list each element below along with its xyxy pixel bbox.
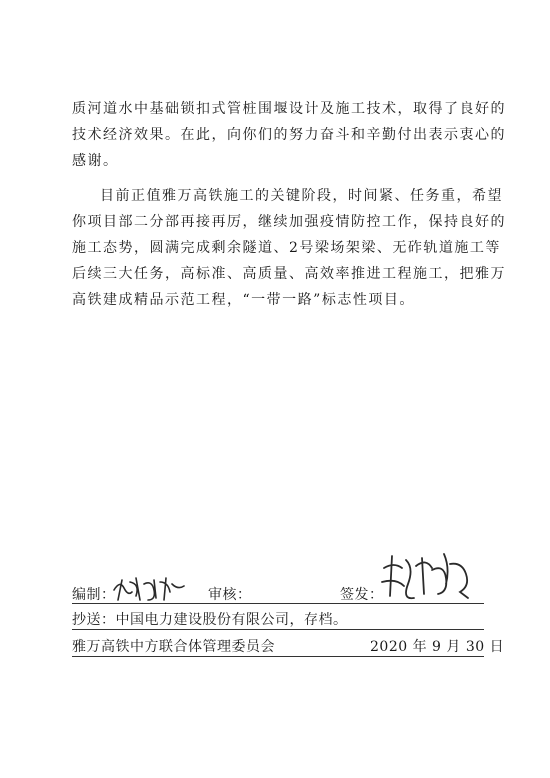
body-paragraph-2 xyxy=(72,183,506,313)
reviewer-label: 审核： xyxy=(208,587,252,603)
paragraph-line: 高铁建成精品示范工程，“一带一路”标志性项目。 xyxy=(72,292,415,308)
paragraph-line: 目前正值雅万高铁施工的关键阶段，时间紧、任务重，希望 xyxy=(100,188,503,204)
issuer-label: 签发： xyxy=(340,587,384,603)
paragraph-line: 技术经济效果。在此，向你们的努力奋斗和辛勤付出表示衷心的 xyxy=(72,127,506,143)
divider-line xyxy=(72,603,484,604)
body-paragraph-1 xyxy=(72,96,506,174)
paragraph-line: 感谢。 xyxy=(72,153,119,169)
paragraph-line: 施工态势，圆满完成剩余隧道、2号梁场架梁、无砟轨道施工等 xyxy=(72,240,501,256)
divider-line xyxy=(72,629,484,630)
divider-line xyxy=(72,656,484,657)
issuing-organization: 雅万高铁中方联合体管理委员会 xyxy=(72,639,275,655)
paragraph-line: 质河道水中基础锁扣式管桩围堰设计及施工技术，取得了良好的 xyxy=(72,101,506,117)
compiler-label: 编制： xyxy=(72,587,116,603)
issue-date: 2020 年 9 月 30 日 xyxy=(370,639,505,655)
issuer-signature xyxy=(376,548,476,604)
cc-line: 抄送：中国电力建设股份有限公司，存档。 xyxy=(72,612,348,628)
compiler-signature xyxy=(110,572,190,604)
paragraph-line: 你项目部二分部再接再厉，继续加强疫情防控工作，保持良好的 xyxy=(72,214,506,230)
paragraph-line: 后续三大任务，高标准、高质量、高效率推进工程施工，把雅万 xyxy=(72,266,506,282)
